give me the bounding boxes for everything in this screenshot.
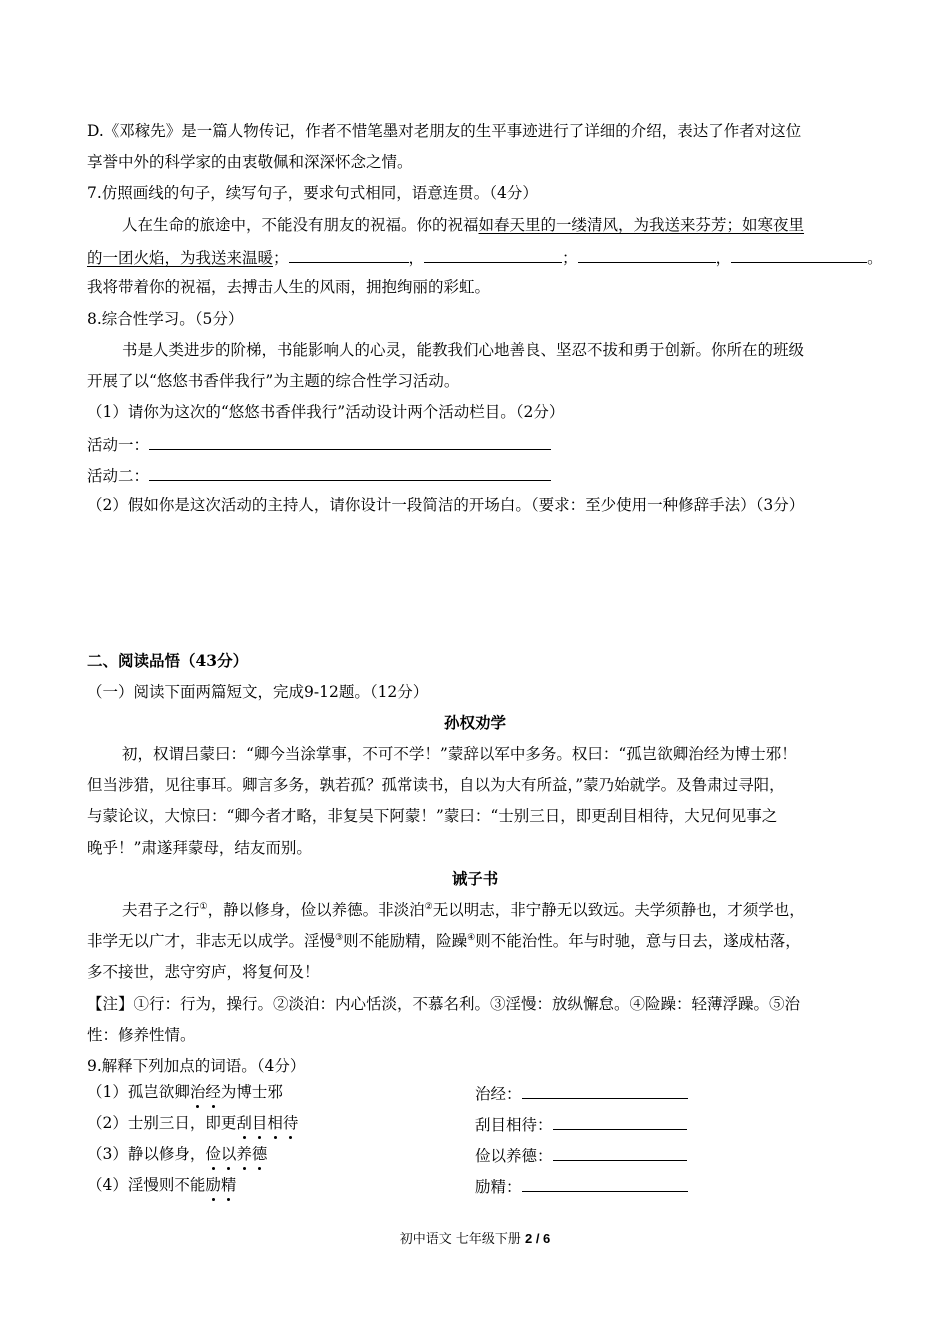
q8-intro-line1: 书是人类进步的阶梯，书能影响人的心灵，能教我们心地善良、坚忍不拔和勇于创新。你所在的班级	[122, 341, 805, 359]
q7-answer-blank-1[interactable]	[289, 246, 409, 263]
q7-answer-blank-2[interactable]	[424, 246, 562, 263]
q6-option-d-line1: D.《邓稼先》是一篇人物传记，作者不惜笔墨对老朋友的生平事迹进行了详细的介绍，表达了作者对这位	[87, 122, 802, 140]
text2-line1: 夫君子之行①，静以修身，俭以养德。非淡泊②无以明志，非宁静无以致远。夫学须静也，才须学也，	[122, 901, 805, 919]
q8-activity-1-blank[interactable]	[149, 433, 551, 450]
dotted-character: 经	[205, 1083, 221, 1101]
q7-title: 7.仿照画线的句子，续写句子，要求句式相同，语意连贯。（4分）	[87, 184, 538, 202]
text1-line4: 晚乎！”肃遂拜蒙母，结友而别。	[87, 839, 312, 857]
q7-paragraph-line2: 的一团火焰，为我送来温暖； ， ； ， 。	[87, 246, 867, 268]
dotted-word	[236, 1114, 298, 1132]
q7-paragraph-line1	[122, 215, 902, 235]
q7-answer-blank-4[interactable]	[731, 246, 867, 263]
dotted-word	[205, 1176, 236, 1194]
q7-model-sentence-part2: 的一团火焰，为我送来温暖	[87, 249, 274, 267]
text1-title: 孙权劝学	[443, 713, 506, 732]
q9-item-1-blank[interactable]	[522, 1082, 688, 1099]
q9-item-2: （2）士别三日，即更刮目相待 刮目相待：	[87, 1113, 867, 1133]
q7-paragraph-line3: 我将带着你的祝福，去搏击人生的风雨，拥抱绚丽的彩虹。	[87, 278, 491, 296]
text1-line2: 但当涉猎，见往事耳。卿言多务，孰若孤？孤常读书，自以为大有所益，”蒙乃始就学。及鲁肃过寻阳，	[87, 776, 785, 794]
dotted-character: 励	[205, 1176, 221, 1194]
dotted-character: 精	[220, 1176, 237, 1194]
q9-item-4-answer: 励精：	[475, 1175, 688, 1197]
q9-item-3: （3）静以修身，俭以养德 俭以养德：	[87, 1144, 867, 1164]
dotted-word	[190, 1083, 221, 1101]
dotted-character: 德	[251, 1145, 268, 1163]
footer-text: 初中语文 七年级下册	[399, 1232, 525, 1247]
q7-model-sentence-part1: 如春天里的一缕清风，为我送来芬芳；如寒夜里	[478, 216, 805, 234]
q8-activity-2-blank[interactable]	[149, 464, 551, 481]
q7-answer-blank-3[interactable]	[578, 246, 716, 263]
q8-activity-1-label: 活动一：	[87, 436, 150, 454]
dotted-character: 目	[251, 1114, 268, 1132]
section-2-heading: 二、阅读品悟（43分）	[87, 651, 249, 670]
dotted-word	[205, 1145, 267, 1163]
text1-line3: 与蒙论议，大惊曰：“卿今者才略，非复吴下阿蒙！”蒙曰：“士别三日，即更刮目相待，大兄何见事之	[87, 807, 778, 825]
q8-title: 8.综合性学习。（5分）	[87, 310, 244, 328]
text2-line3: 多不接世，悲守穷庐，将复何及！	[87, 963, 320, 981]
footnote-marker: ④	[467, 933, 476, 943]
dotted-character: 以	[220, 1145, 237, 1163]
q8-activity-1	[87, 433, 867, 455]
q9-item-3-blank[interactable]	[553, 1144, 687, 1161]
footnote-marker: ②	[424, 902, 433, 912]
q8-sub-question-1: （1）请你为这次的“悠悠书香伴我行”活动设计两个活动栏目。（2分）	[87, 403, 565, 421]
footnote-marker: ①	[199, 902, 208, 912]
dotted-character: 刮	[236, 1114, 252, 1132]
dotted-character: 相	[267, 1114, 283, 1132]
footnote-marker: ③	[335, 933, 344, 943]
text2-note-line1: 【注】①行：行为，操行。②淡泊：内心恬淡，不慕名利。③淫慢：放纵懈怠。④险躁：轻薄浮躁。⑤治	[87, 995, 801, 1013]
q9-item-4-blank[interactable]	[522, 1175, 688, 1192]
q8-activity-2	[87, 464, 867, 486]
q9-item-1-answer: 治经：	[475, 1082, 688, 1104]
text1-line1: 初，权谓吕蒙曰：“卿今当涂掌事，不可不学！”蒙辞以军中多务。权曰：“孤岂欲卿治经为博士邪！	[122, 745, 797, 763]
page-footer	[0, 1228, 950, 1247]
q8-intro-line2: 开展了以“悠悠书香伴我行”为主题的综合性学习活动。	[87, 372, 460, 390]
q9-item-1: （1）孤岂欲卿治经为博士邪 治经：	[87, 1082, 867, 1102]
page-number: 2 / 6	[524, 1231, 551, 1246]
dotted-character: 治	[189, 1083, 206, 1101]
text2-title: 诫子书	[451, 869, 499, 888]
q9-item-2-answer: 刮目相待：	[475, 1113, 687, 1135]
q8-sub-question-2: （2）假如你是这次活动的主持人，请你设计一段简洁的开场白。（要求：至少使用一种修辞手法）（3分）	[87, 496, 805, 514]
q9-item-2-blank[interactable]	[553, 1113, 687, 1130]
dotted-character: 俭	[205, 1145, 221, 1163]
q8-activity-2-label: 活动二：	[87, 467, 150, 485]
section-2-part-1-instruction: （一）阅读下面两篇短文，完成9-12题。（12分）	[87, 683, 429, 701]
q9-item-3-answer: 俭以养德：	[475, 1144, 687, 1166]
text2-note-line2: 性：修养性情。	[87, 1026, 196, 1044]
dotted-character: 养	[236, 1145, 252, 1163]
q9-item-4: （4）淫慢则不能励精 励精：	[87, 1175, 867, 1195]
text2-line2: 非学无以广才，非志无以成学。淫慢③则不能励精，险躁④则不能治性。年与时驰，意与日去，遂成枯落，	[87, 932, 801, 950]
q6-option-d-line2: 享誉中外的科学家的由衷敬佩和深深怀念之情。	[87, 153, 413, 171]
q9-title: 9.解释下列加点的词语。（4分）	[87, 1057, 306, 1075]
dotted-character: 待	[282, 1114, 299, 1132]
q7-lead-text: 人在生命的旅途中，不能没有朋友的祝福。你的祝福	[122, 216, 479, 234]
